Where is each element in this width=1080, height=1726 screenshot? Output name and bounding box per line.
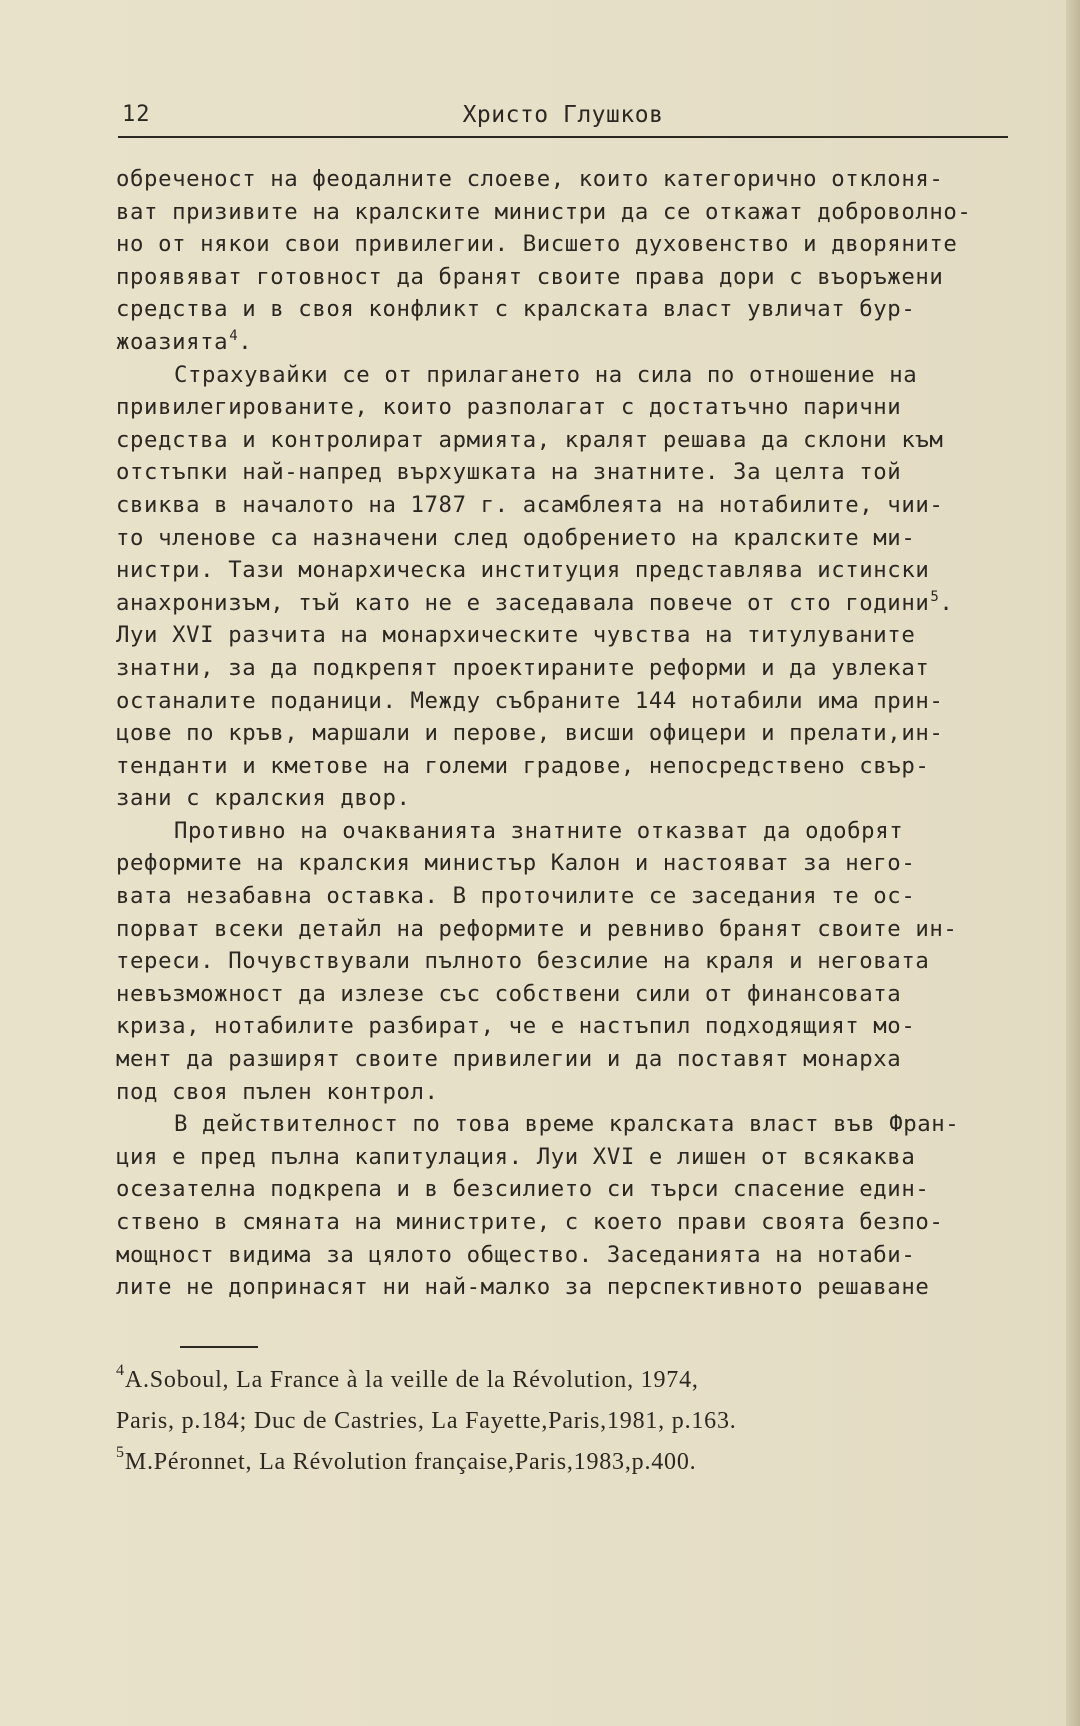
text-line: криза, нотабилите разбират, че е настъпил подходящият мо- — [116, 1013, 916, 1040]
text-line: ция е пред пълна капитулация. Луи XVI е лишен от всякаква — [116, 1143, 916, 1170]
text-line: то членове са назначени след одобрението на кралските ми- — [116, 524, 916, 551]
footnote-divider — [180, 1346, 258, 1348]
text-line: лите не допринасят ни най-малко за перспективното решаване — [116, 1274, 930, 1301]
text-line: тереси. Почувствували пълното безсилие на краля и неговата — [116, 948, 930, 975]
text-line: тенданти и кметове на големи градове, непосредствено свър- — [116, 752, 930, 779]
text-line: мощност видима за цялото общество. Заседанията на нотаби- — [116, 1241, 916, 1268]
text-line: под своя пълен контрол. — [116, 1078, 439, 1105]
footnotes — [116, 1360, 1036, 1483]
footnote-4-continued: Paris, p.184; Duc de Castries, La Fayette,Paris,1981, p.163. — [116, 1408, 737, 1434]
text-line: знатни, за да подкрепят проектираните реформи и да увлекат — [116, 654, 930, 681]
text-line — [116, 326, 1026, 359]
text-line: средства и контролират армията, кралят решава да склони към — [116, 426, 944, 453]
text-line: отстъпки най-напред върхушката на знатните. За целта той — [116, 459, 902, 486]
text-line: невъзможност да излезе със собствени сили от финансовата — [116, 980, 902, 1007]
end-period: . — [939, 589, 954, 616]
text-fragment: жоазията — [116, 328, 229, 355]
text-line: останалите поданици. Между събраните 144 нотабили има прин- — [116, 687, 944, 714]
paragraph-start: В действителност по това време кралската власт във Фран- — [174, 1111, 960, 1138]
text-line: нистри. Тази монархическа институция представлява истински — [116, 557, 930, 584]
footnote-mark: 4 — [116, 1362, 125, 1379]
text-line: проявяват готовност да бранят своите права дори с въоръжени — [116, 263, 944, 290]
text-line: зани с кралския двор. — [116, 785, 411, 812]
footnote-ref-5[interactable]: 5 — [930, 588, 940, 605]
page-number: 12 — [122, 102, 151, 127]
text-line: Луи XVI разчита на монархическите чувства на титулуваните — [116, 622, 916, 649]
text-line: ват призивите на кралските министри да се откажат доброволно- — [116, 198, 972, 225]
text-line: свиква в началото на 1787 г. асамблеята на нотабилите, чии- — [116, 491, 944, 518]
text-line: средства и в своя конфликт с кралската власт увличат бур- — [116, 296, 916, 323]
footnote-ref-4[interactable]: 4 — [229, 327, 239, 344]
text-line: осезателна подкрепа и в безсилието си търси спасение един- — [116, 1176, 930, 1203]
text-line: обреченост на феодалните слоеве, които категорично отклоня- — [116, 166, 944, 192]
text-line: реформите на кралския министър Калон и настояват за него- — [116, 850, 916, 877]
text-line: вата незабавна оставка. В проточилите се заседания те ос- — [116, 883, 916, 910]
text-line: но от някои свои привилегии. Висшето духовенство и дворяните — [116, 231, 958, 258]
footnote-mark: 5 — [116, 1444, 125, 1461]
running-header — [118, 102, 1008, 138]
footnote-text: M.Péronnet, La Révolution française,Paris,1983,p.400. — [124, 1449, 697, 1475]
paragraph-start: Противно на очакванията знатните отказват да одобрят — [174, 817, 904, 844]
text-fragment: анахронизъм, тъй като не е заседавала повече от сто години — [116, 589, 930, 616]
text-line — [116, 587, 1026, 620]
text-line: цове по кръв, маршали и перове, висши офицери и прелати,ин- — [116, 720, 944, 747]
header-author: Христо Глушков — [462, 102, 664, 128]
footnote-5 — [116, 1442, 1036, 1483]
paragraph-start: Страхувайки се от прилагането на сила по отношение на — [174, 361, 918, 388]
footnote-4 — [116, 1360, 1036, 1401]
text-line: ствено в смяната на министрите, с което прави своята безпо- — [116, 1209, 944, 1235]
end-period: . — [238, 328, 253, 355]
body-text — [116, 163, 1026, 1304]
text-line: порват всеки детайл на реформите и ревниво бранят своите ин- — [116, 915, 958, 942]
footnote-text: A.Soboul, La France à la veille de la Révolution, 1974, — [124, 1367, 699, 1393]
text-line: мент да разширят своите привилегии и да поставят монарха — [116, 1046, 902, 1073]
page-edge — [1066, 0, 1080, 1726]
text-line: привилегированите, които разполагат с достатъчно парични — [116, 394, 902, 421]
